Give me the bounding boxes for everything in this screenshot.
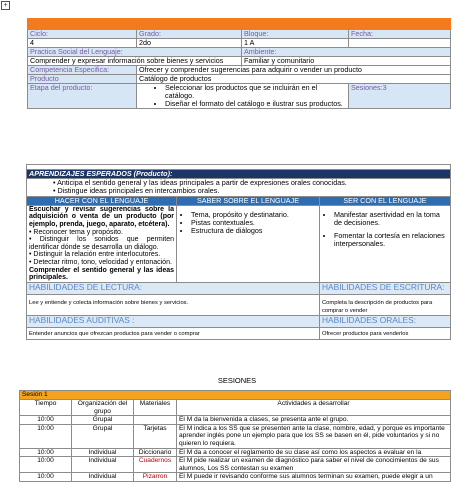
hab-lectura-value: Lee y entiende y colecta información sobre bienes y servicios. — [27, 294, 320, 315]
hacer-item: Comprender el sentido general y las ideas principales. — [29, 266, 174, 282]
etapa-item: • Diseñar el formato del catálogo e ilustrar sus productos. — [165, 100, 346, 108]
materiales-cell: Cuadernos — [134, 457, 177, 473]
saber-item: • Pistas contextuales. — [191, 219, 317, 227]
fecha-value — [349, 39, 451, 48]
table-row — [20, 448, 451, 457]
actividad-cell: El M pide realizar un examen de diagnóstico para saber el nivel de conocimientos de sus alumnos, Los SS contestan su examen — [177, 457, 451, 473]
producto-label: Producto — [28, 75, 137, 84]
sesiones-label: Sesiones:3 — [349, 84, 451, 109]
info-table — [27, 18, 451, 109]
materiales-cell — [134, 416, 177, 425]
tiempo-cell: 10:00 — [20, 457, 72, 473]
bloque-value: 1 A — [242, 39, 349, 48]
ambiente-value: Familiar y comunitario — [242, 57, 451, 66]
col-header-organizacion: Organización del grupo — [72, 400, 134, 416]
aprendizaje-item: • Anticipa el sentido general y las ideas principales a partir de expresiones orales conocidas. — [53, 178, 347, 188]
tiempo-cell: 10:00 — [20, 448, 72, 457]
ciclo-label: Ciclo: — [28, 30, 137, 39]
bloque-label: Bloque: — [242, 30, 349, 39]
hab-auditivas-label: HABILIDADES AUDITIVAS : — [27, 316, 320, 328]
hab-escritura-label: HABILIDADES DE ESCRITURA: — [320, 282, 451, 294]
table-row — [20, 457, 451, 473]
col-header-actividades: Actividades a desarrollar — [177, 400, 451, 416]
hacer-item: Escuchar y revisar sugerencias sobre la adquisición o venta de un producto (por ejemplo, prenda, juego, aparato, etcétera). — [29, 205, 174, 228]
table-move-handle[interactable]: + — [1, 1, 10, 10]
ciclo-value: 4 — [28, 39, 137, 48]
materiales-cell: Pizarron — [134, 473, 177, 482]
hacer-item: • Distinguir la relación entre interlocutores. — [29, 251, 161, 259]
actividad-cell: El M da a conocer el reglamento de su clase así como los aspectos a evaluar en la — [177, 448, 451, 457]
ser-item: • Fomentar la cortesía en relaciones interpersonales. — [334, 232, 448, 248]
grado-value: 2do — [137, 39, 242, 48]
table-row — [20, 473, 451, 482]
competencia-label: Competencia Especifica: — [28, 66, 137, 75]
col-header-materiales: Materiales — [134, 400, 177, 416]
actividad-cell: El M da la bienvenida a clases, se presenta ante el grupo. — [177, 416, 451, 425]
ser-item: • Manifestar asertividad en la toma de decisiones. — [334, 211, 448, 227]
header-bar — [28, 19, 451, 30]
tiempo-cell: 10:00 — [20, 473, 72, 482]
hacer-item: • Distinguir los sonidos que permiten identificar dónde se desarrolla un diálogo. — [29, 236, 174, 251]
ser-list — [322, 211, 448, 249]
table-row — [20, 416, 451, 425]
etapa-list — [139, 84, 346, 108]
col-header-tiempo: Tiempo — [20, 400, 72, 416]
organizacion-cell: Individual — [72, 473, 134, 482]
practica-value: Comprender y expresar información sobre bienes y servicios — [28, 57, 242, 66]
competencia-value: Ofrecer y comprender sugerencias para adquirir o vender un producto — [137, 66, 451, 75]
producto-value: Catálogo de productos — [137, 75, 451, 84]
hacer-item: • Detectar ritmo, tono, velocidad y entonación. — [29, 258, 172, 266]
hab-orales-value: Ofrecer productos para venderlos — [320, 328, 451, 340]
saber-header: SABER SOBRE EL LENGUAJE — [177, 196, 320, 205]
organizacion-cell: Grupal — [72, 424, 134, 448]
ser-header: SER CON EL LENGUAJE — [320, 196, 451, 205]
hab-auditivas-value: Entender anuncios que ofrezcan productos para vender o comprar — [27, 328, 320, 340]
grado-label: Grado: — [137, 30, 242, 39]
hacer-item: • Reconocer tema y propósito. — [29, 228, 123, 236]
etapa-item: • Seleccionar los productos que se incluirán en el catálogo. — [165, 84, 346, 100]
aprendizajes-title: APRENDIZAJES ESPERADOS (Producto): — [27, 170, 451, 179]
hab-escritura-value: Completa la descripción de productos para comprar o vender — [320, 294, 451, 315]
saber-item: • Tema, propósito y destinatario. — [191, 211, 317, 219]
actividad-cell: El M puede ir revisando conforme sus alumnos terminan su examen, puede elegir a un — [177, 473, 451, 482]
tiempo-cell: 10:00 — [20, 416, 72, 425]
hacer-header: HACER CON EL LENGUAJE — [27, 196, 177, 205]
tiempo-cell: 10:00 — [20, 424, 72, 448]
actividad-cell: El M indica a los SS que se presenten ante la clase, nombre, edad, y porque es importante aprender inglés pone un ejemplo para que los SS se basen en él, pide voluntarios y si no quieren lo requiera. — [177, 424, 451, 448]
materiales-cell: Tarjetas — [134, 424, 177, 448]
organizacion-cell: Grupal — [72, 416, 134, 425]
materiales-cell: Diccionario — [134, 448, 177, 457]
fecha-label: Fecha: — [349, 30, 451, 39]
etapa-label: Etapa del producto: — [28, 84, 137, 109]
organizacion-cell: Individual — [72, 448, 134, 457]
table-row — [20, 424, 451, 448]
hab-orales-label: HABILIDADES ORALES: — [320, 316, 451, 328]
ambiente-label: Ambiente: — [242, 48, 451, 57]
sesion-title: Sesión 1 — [20, 391, 451, 400]
saber-item: • Estructura de diálogos — [191, 227, 317, 235]
aprendizajes-table — [26, 164, 451, 340]
saber-list — [179, 211, 317, 236]
practica-label: Practica Social del Lenguaje: — [28, 48, 242, 57]
sesion-table — [19, 390, 451, 482]
aprendizaje-item: • Distingue ideas principales en intercambios orales. — [53, 186, 220, 196]
sesiones-title: SESIONES — [217, 376, 257, 385]
hab-lectura-label: HABILIDADES DE LECTURA: — [27, 282, 320, 294]
organizacion-cell: Individual — [72, 457, 134, 473]
